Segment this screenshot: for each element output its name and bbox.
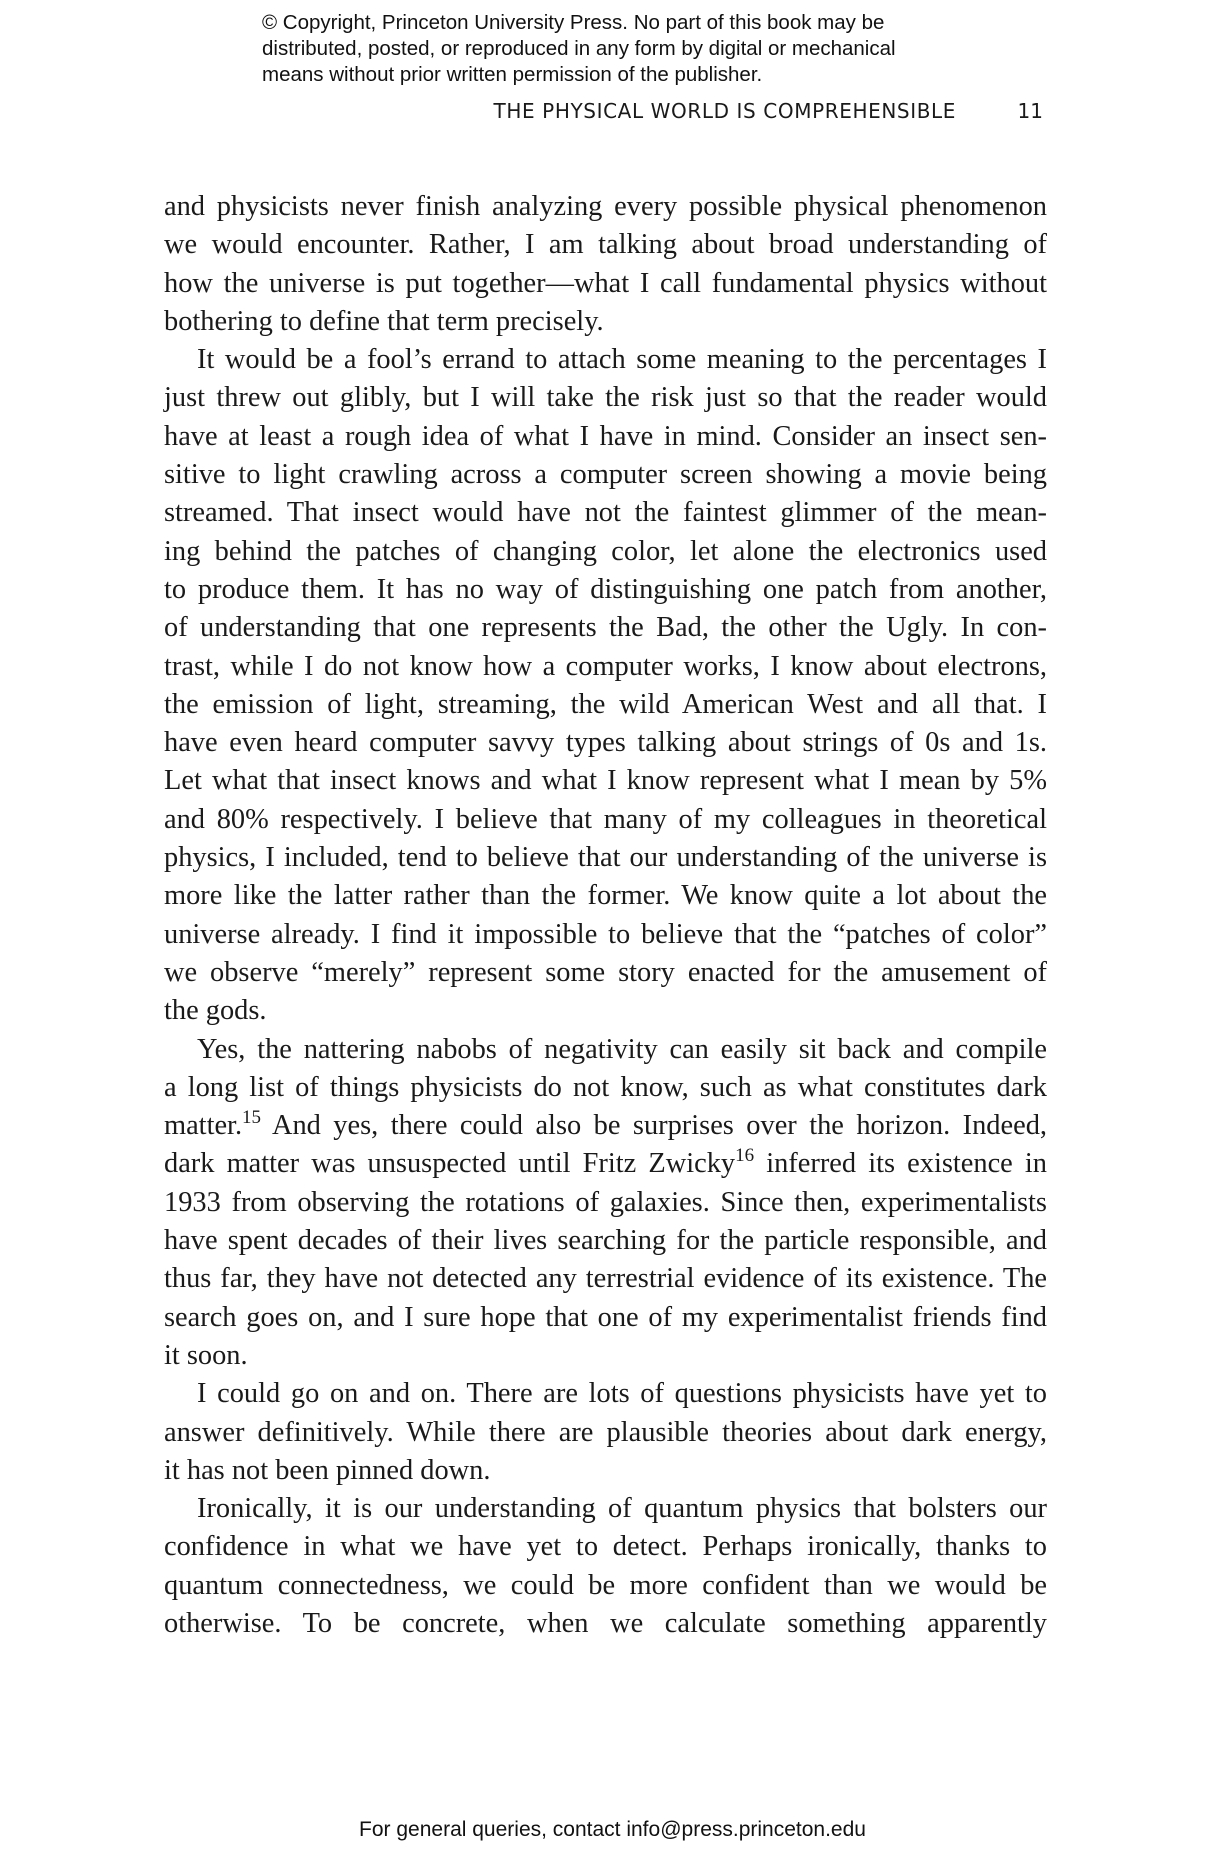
text-line: more like the latter rather than the former. We know quite a lot about the xyxy=(164,880,1047,912)
text-line: thus far, they have not detected any terrestrial evidence of its existence. The xyxy=(164,1263,1047,1295)
paragraph xyxy=(164,1375,1047,1490)
text-line: the emission of light, streaming, the wild American West and all that. I xyxy=(164,688,1047,720)
text-line: streamed. That insect would have not the faintest glimmer of the mean- xyxy=(164,497,1047,529)
text-line: it has not been pinned down. xyxy=(164,1454,491,1486)
text-line xyxy=(164,1107,1047,1145)
running-title: THE PHYSICAL WORLD IS COMPREHENSIBLE xyxy=(493,99,956,123)
text-line: Ironically, it is our understanding of quantum physics that bolsters our xyxy=(197,1493,1047,1525)
text-line: Let what that insect knows and what I know represent what I mean by 5% xyxy=(164,765,1047,797)
running-head xyxy=(0,99,1225,129)
copyright-notice xyxy=(262,10,982,88)
copyright-line: means without prior written permission of the publisher. xyxy=(262,63,763,86)
text-line: we would encounter. Rather, I am talking about broad understanding of xyxy=(164,229,1047,261)
text-line: sitive to light crawling across a computer screen showing a movie being xyxy=(164,459,1047,491)
text-line: I could go on and on. There are lots of questions physicists have yet to xyxy=(197,1378,1047,1410)
page-number: 11 xyxy=(1017,99,1043,123)
text-line: search goes on, and I sure hope that one of my experimentalist friends find xyxy=(164,1301,1047,1333)
text-line: otherwise. To be concrete, when we calculate something apparently xyxy=(164,1607,1047,1639)
text-fragment: dark matter was unsuspected until Fritz Zwicky xyxy=(164,1148,736,1180)
text-line: bothering to define that term precisely. xyxy=(164,305,604,337)
text-line: physics, I included, tend to believe that our understanding of the universe is xyxy=(164,842,1047,874)
text-line: ing behind the patches of changing color, let alone the electronics used xyxy=(164,535,1047,567)
text-line: the gods. xyxy=(164,995,267,1027)
text-line: answer definitively. While there are plausible theories about dark energy, xyxy=(164,1416,1047,1448)
text-line: universe already. I find it impossible to believe that the “patches of color” xyxy=(164,918,1047,950)
text-line: trast, while I do not know how a computer works, I know about electrons, xyxy=(164,650,1047,682)
paragraph xyxy=(164,1490,1047,1643)
copyright-line: distributed, posted, or reproduced in any form by digital or mechanical xyxy=(262,37,896,60)
text-line: we observe “merely” represent some story enacted for the amusement of xyxy=(164,956,1047,988)
text-fragment: inferred its existence in xyxy=(754,1148,1047,1180)
text-line: Yes, the nattering nabobs of negativity can easily sit back and compile xyxy=(197,1033,1047,1065)
paragraph xyxy=(164,341,1047,1030)
text-line: confidence in what we have yet to detect. Perhaps ironically, thanks to xyxy=(164,1531,1047,1563)
text-fragment: matter. xyxy=(164,1110,243,1142)
footnote-ref-16[interactable]: 16 xyxy=(735,1145,755,1167)
text-line: just threw out glibly, but I will take the risk just so that the reader would xyxy=(164,382,1047,414)
text-line: 1933 from observing the rotations of galaxies. Since then, experimentalists xyxy=(164,1186,1047,1218)
text-line: a long list of things physicists do not know, such as what constitutes dark xyxy=(164,1071,1047,1103)
body-text xyxy=(164,188,1047,1643)
text-line: to produce them. It has no way of distinguishing one patch from another, xyxy=(164,573,1047,605)
text-line: have at least a rough idea of what I have in mind. Consider an insect sen- xyxy=(164,420,1047,452)
text-line: and physicists never finish analyzing every possible physical phenomenon xyxy=(164,191,1047,222)
text-line: of understanding that one represents the Bad, the other the Ugly. In con- xyxy=(164,612,1047,644)
footnote-ref-15[interactable]: 15 xyxy=(242,1107,262,1129)
text-line: quantum connectedness, we could be more confident than we would be xyxy=(164,1569,1047,1601)
text-line: have spent decades of their lives searching for the particle responsible, and xyxy=(164,1225,1047,1257)
copyright-line: © Copyright, Princeton University Press. No part of this book may be xyxy=(262,11,885,34)
paragraph xyxy=(164,1031,1047,1376)
text-fragment: And yes, there could also be surprises over the horizon. Indeed, xyxy=(261,1110,1047,1142)
text-line: and 80% respectively. I believe that many of my colleagues in theoretical xyxy=(164,803,1047,835)
text-line: have even heard computer savvy types talking about strings of 0s and 1s. xyxy=(164,727,1047,759)
text-line: It would be a fool’s errand to attach some meaning to the percentages I xyxy=(197,344,1047,376)
footer-contact: For general queries, contact info@press.princeton.edu xyxy=(359,1818,866,1841)
text-line: how the universe is put together—what I call fundamental physics without xyxy=(164,267,1047,299)
text-line: it soon. xyxy=(164,1339,248,1371)
text-line xyxy=(164,1145,1047,1183)
paragraph xyxy=(164,188,1047,341)
